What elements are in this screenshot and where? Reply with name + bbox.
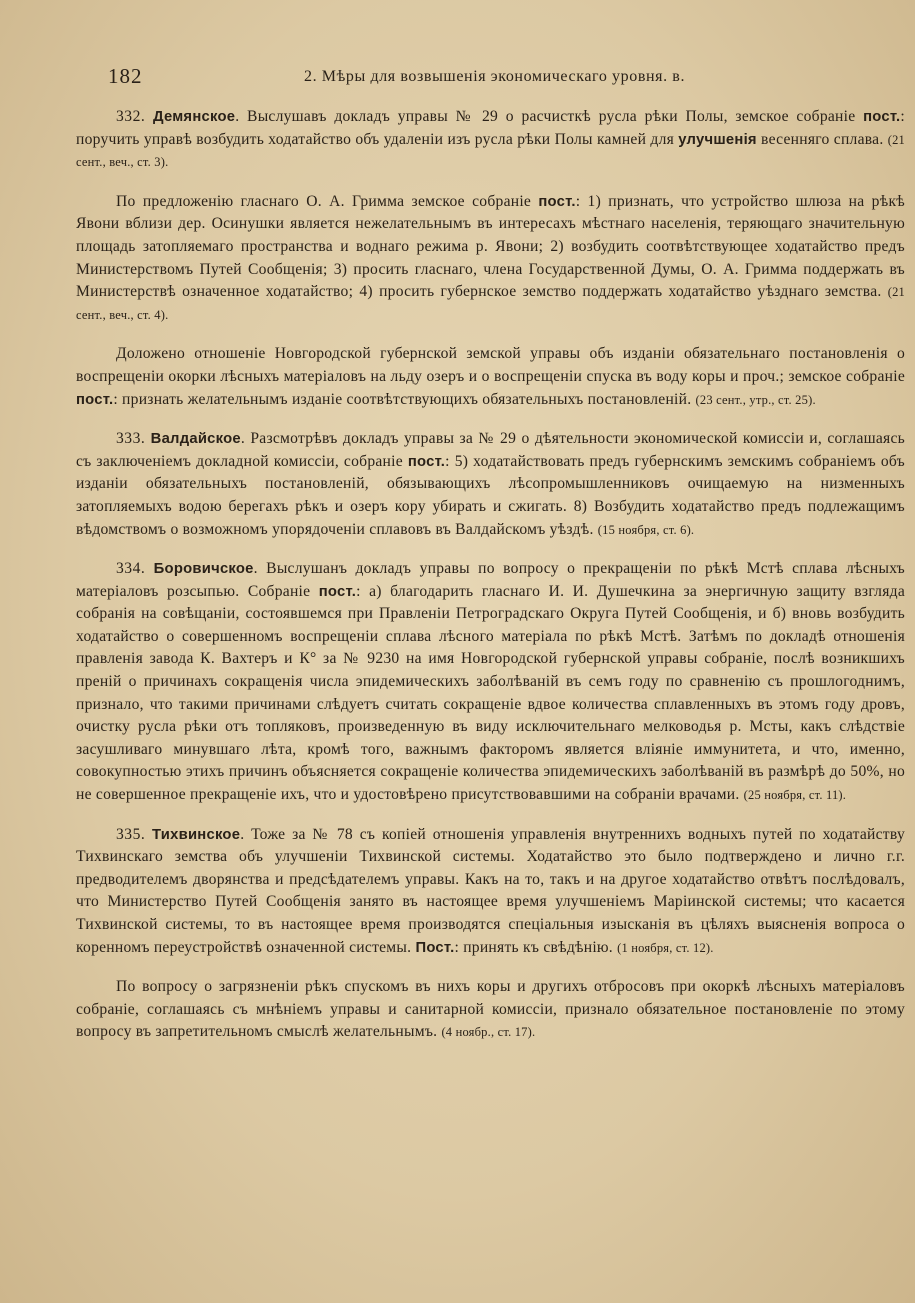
page-header	[108, 64, 875, 94]
page-body	[76, 106, 905, 1058]
paragraph-text: весенняго сплава.	[756, 130, 888, 148]
paragraph-333-valdayskoe	[76, 428, 905, 541]
district-name: Тихвинское	[152, 826, 241, 843]
resolution-marker: пост.	[538, 193, 576, 210]
paragraph-grimm-proposal	[76, 191, 905, 327]
paragraph-novgorod-relation	[76, 343, 905, 411]
paragraph-text: : признать желательнымъ изданіе соотвѣтствующихъ обязательныхъ постановленій.	[113, 390, 696, 408]
paragraph-text: По вопросу о загрязненіи рѣкъ спускомъ въ нихъ коры и другихъ отбросовъ при окоркѣ лѣсныхъ матеріаловъ собраніе, соглашаясь съ мнѣніемъ управы и санитарной комиссіи, признало обязательное постановленіе по этому вопросу въ запретительномъ смыслѣ желательнымъ.	[76, 978, 905, 1041]
resolution-marker: пост.	[407, 453, 446, 470]
resolution-marker: Пост.	[415, 939, 455, 956]
resolution-marker: пост.	[863, 109, 901, 125]
paragraph-text: . Разсмотрѣвъ докладъ управы за № 29 о дѣятельности экономической комиссіи и, соглашаясь съ заключеніемъ докладной комиссіи, собраніе	[76, 430, 905, 470]
paragraph-text: : 1) признать, что устройство шлюза на рѣкѣ Явони вблизи дер. Осинушки является нежелательнымъ въ интересахъ мѣстнаго населенія, теряющаго значительную площадь затопляемаго пространства и воднаго режима р. Явони; 2) возбудить соотвѣтствующее ходатайство предъ Министерствомъ Путей Сообщенія; 3) просить гласнаго, члена Государственной Думы, О. А. Гримма поддержать въ Министерствѣ означенное ходатайство; 4) просить губернское земство поддержать ходатайство уѣзднаго земства.	[76, 192, 905, 301]
paragraph-text: : поручить управѣ возбудить ходатайство объ удаленіи изъ русла рѣки Полы камней для	[76, 108, 905, 148]
paragraph-text: : 5) ходатайствовать предъ губернскимъ земскимъ собраніемъ объ изданіи обязательныхъ постановленій, обязывающихъ лѣсопромышленниковъ очищаемую на низменныхъ затопляемыхъ водою берегахъ рѣкъ и озеръ кору убирать и сжигать. 8) Возбудить ходатайство предъ подлежащимъ вѣдомствомъ о возможномъ упорядоченіи сплавовъ въ Валдайскомъ уѣздѣ.	[76, 452, 905, 538]
section-number: 335.	[116, 825, 146, 843]
session-reference: (25 ноября, ст. 11).	[743, 788, 847, 803]
paragraph-text: : принять къ свѣдѣнію.	[454, 938, 618, 956]
session-reference: (1 ноября, ст. 12).	[617, 940, 714, 955]
session-reference: (4 ноябр., ст. 17).	[441, 1025, 536, 1040]
section-number: 333.	[116, 430, 146, 448]
paragraph-text: . Выслушанъ докладъ управы по вопросу о прекращеніи по рѣкѣ Мстѣ сплава лѣсныхъ матеріаловъ розсыпью. Собраніе	[76, 560, 905, 600]
district-name: Валдайское	[150, 431, 241, 448]
section-number: 332.	[116, 108, 146, 125]
paragraph-334-borovichskoe	[76, 558, 905, 807]
paragraph-text: . Тоже за № 78 съ копіей отношенія управленія внутреннихъ водныхъ путей по ходатайству Тихвинскаго земства объ улучшеніи Тихвинской системы. Ходатайство это было подтверждено и лично г.г. предводителемъ дворянства и предсѣдателемъ управы. Какъ на то, такъ и на другое ходатайство отвѣтъ послѣдовалъ, что Министерство Путей Сообщенія занято въ настоящее время улучшеніемъ Маріинской системы; что касается Тихвинской системы, то въ настоящее время производятся спеціальныя изысканія въ цѣляхъ выясненія вопроса о коренномъ переустройствѣ означенной системы.	[76, 825, 905, 956]
session-reference: (21 сент., веч., ст. 4).	[76, 285, 905, 322]
paragraph-332-demyanskoe	[76, 106, 905, 174]
paragraph-river-pollution	[76, 976, 905, 1044]
emphasis-word: улучшенія	[678, 131, 757, 148]
paragraph-335-tikhvinskoe	[76, 824, 905, 960]
resolution-marker: пост.	[76, 391, 114, 408]
session-reference: (23 сент., утр., ст. 25).	[695, 392, 816, 407]
resolution-marker: пост.	[318, 583, 357, 600]
session-reference: (15 ноября, ст. 6).	[597, 522, 695, 537]
session-reference: (21 сент., веч., ст. 3).	[76, 132, 905, 170]
page-number: 182	[108, 64, 143, 88]
district-name: Демянское	[152, 109, 236, 125]
district-name: Боровичское	[153, 561, 254, 578]
paragraph-text: . Выслушавъ докладъ управы № 29 о расчисткѣ русла рѣки Полы, земское собраніе	[235, 108, 864, 125]
section-number: 334.	[116, 560, 146, 578]
paragraph-text: Доложено отношеніе Новгородской губернской земской управы объ изданіи обязательнаго постановленія о воспрещеніи окорки лѣсныхъ матеріаловъ на льду озеръ и о воспрещеніи спуска въ воду коры и проч.; земское собраніе	[76, 345, 905, 385]
running-title: 2. Мѣры для возвышенія экономическаго уровня. в.	[304, 68, 686, 85]
paragraph-text: : а) благодарить гласнаго И. И. Душечкина за энергичную защиту взгляда собранія на совѣщаніи, состоявшемся при Правленіи Петроградскаго Округа Путей Сообщенія, и б) вновь возбудить ходатайство о совершенномъ воспрещеніи сплава лѣсного матеріала по рѣкѣ Мстѣ. Затѣмъ по докладѣ отношенія правленія завода К. Вахтеръ и К° за № 9230 на имя Новгородской губернской управы собраніе, послѣ возникшихъ преній о причинахъ сокращенія числа эпидемическихъ заболѣваній въ семъ году по сравненію съ прошлогоднимъ, признало, что такими причинами слѣдуетъ считать сокращеніе вдвое количества сплавленныхъ въ этомъ году дровъ, очистку русла рѣки отъ топляковъ, произведенную въ виду исключительнаго мелководья р. Мсты, какъ слѣдствіе засушливаго минувшаго лѣта, кромѣ того, важнымъ факторомъ является вліяніе иммунитета, и что, именно, совокупностью этихъ причинъ объясняется сокращеніе количества эпидемическихъ заболѣваній въ размѣрѣ до 50%, но не совершенное прекращеніе ихъ, что и удостовѣрено присутствовавшими на собраніи врачами.	[76, 582, 905, 804]
paragraph-text: По предложенію гласнаго О. А. Гримма земское собраніе	[116, 192, 539, 210]
